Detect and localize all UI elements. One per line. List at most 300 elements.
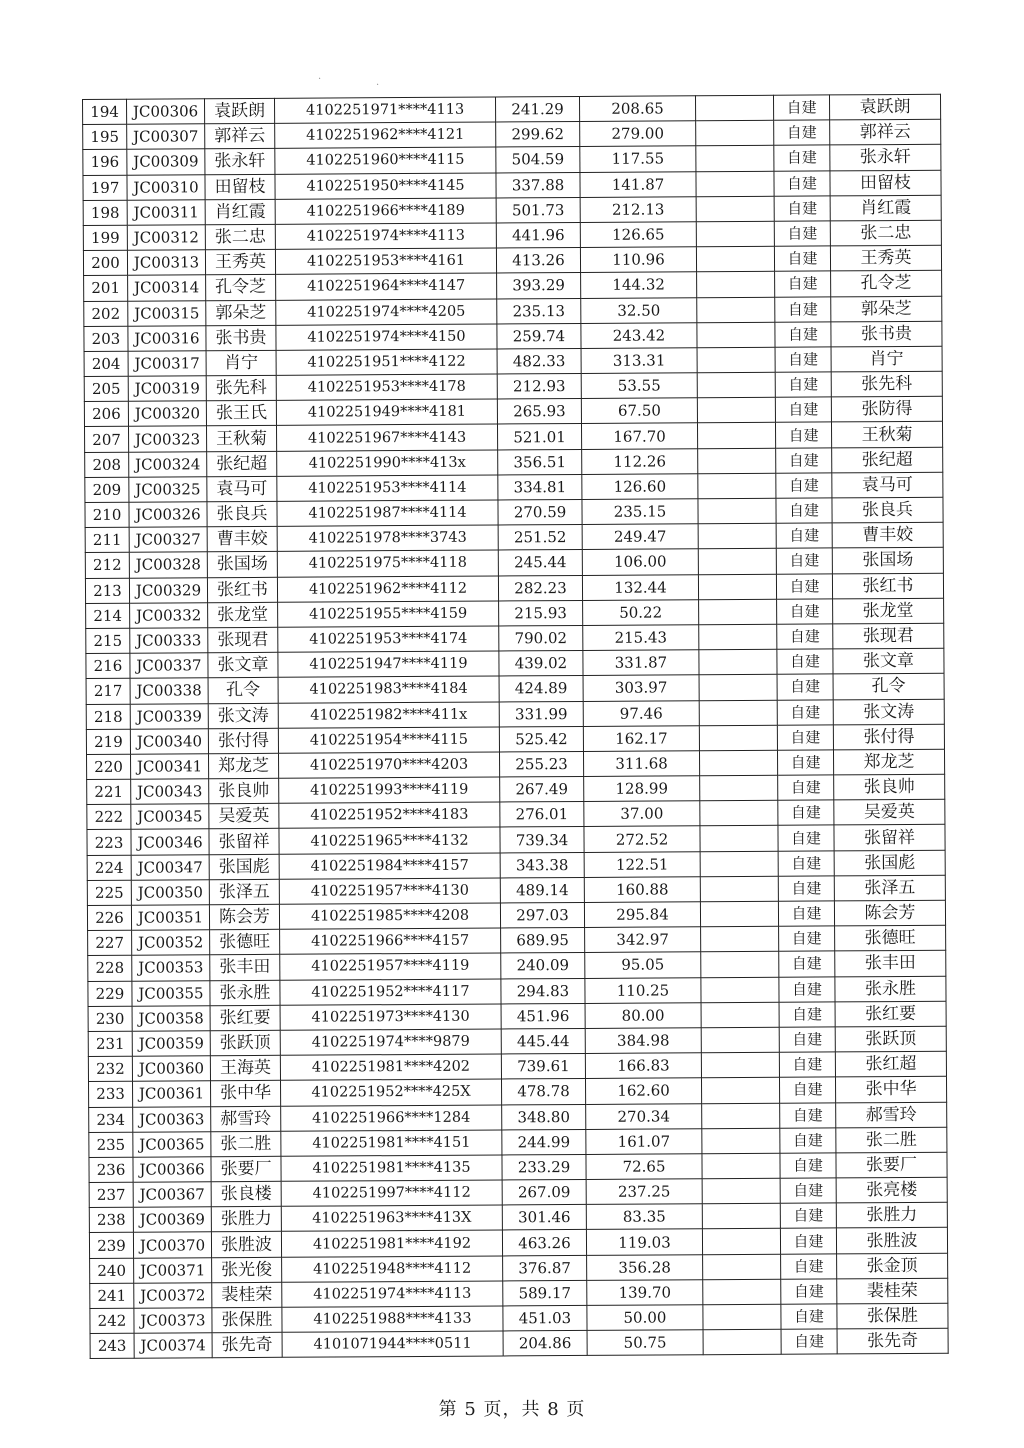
area-built-cell: 215.43: [583, 625, 699, 651]
owner-name-cell: 袁跃朗: [829, 94, 940, 120]
record-code-cell: JC00325: [129, 477, 207, 503]
record-code-cell: JC00314: [128, 275, 206, 301]
id-number-cell: 4102251974****4150: [276, 324, 497, 351]
owner-name-cell: 张良帅: [834, 774, 945, 800]
blank-cell: [697, 347, 775, 373]
blank-cell: [700, 775, 778, 801]
area-built-cell: 106.00: [582, 549, 698, 575]
owner-name-cell: 裴桂荣: [837, 1278, 948, 1304]
row-number-cell: 232: [88, 1056, 132, 1081]
build-type-cell: 自建: [775, 397, 831, 423]
blank-cell: [697, 372, 775, 398]
record-code-cell: JC00346: [131, 829, 209, 855]
blank-cell: [700, 826, 778, 852]
blank-cell: [696, 120, 774, 146]
row-number-cell: 233: [89, 1082, 133, 1107]
area-built-cell: 167.70: [581, 423, 697, 449]
holder-name-cell: 孔令芝: [206, 275, 276, 301]
holder-name-cell: 张良兵: [207, 501, 277, 527]
build-type-cell: 自建: [774, 196, 830, 222]
record-code-cell: JC00333: [130, 628, 208, 654]
blank-cell: [698, 549, 776, 575]
blank-cell: [700, 851, 778, 877]
area-built-cell: 50.22: [583, 599, 699, 625]
id-number-cell: 4102251974****4113: [282, 1281, 503, 1308]
build-type-cell: 自建: [779, 1077, 835, 1103]
id-number-cell: 4102251984****4157: [279, 853, 500, 880]
blank-cell: [701, 977, 779, 1003]
id-number-cell: 4102251971****4113: [274, 97, 495, 124]
row-number-cell: 215: [86, 628, 130, 653]
area-built-cell: 95.05: [585, 952, 701, 978]
record-code-cell: JC00374: [134, 1333, 212, 1359]
id-number-cell: 4102251955****4159: [278, 601, 499, 628]
record-code-cell: JC00329: [129, 577, 207, 603]
row-number-cell: 197: [83, 175, 127, 200]
row-number-cell: 206: [84, 401, 128, 426]
record-code-cell: JC00326: [129, 502, 207, 528]
area-total-cell: 245.44: [498, 550, 582, 576]
owner-name-cell: 郭朵芝: [831, 296, 942, 322]
row-number-cell: 196: [83, 150, 127, 175]
id-number-cell: 4102251957****4130: [279, 878, 500, 905]
holder-name-cell: 张二忠: [205, 224, 275, 250]
area-total-cell: 255.23: [499, 751, 583, 777]
area-built-cell: 119.03: [586, 1229, 702, 1255]
id-number-cell: 4102251962****4121: [275, 122, 496, 149]
id-number-cell: 4102251978****3743: [277, 525, 498, 552]
holder-name-cell: 陈会芳: [209, 904, 279, 930]
build-type-cell: 自建: [781, 1304, 837, 1330]
area-total-cell: 504.59: [496, 147, 580, 173]
owner-name-cell: 张二胜: [836, 1127, 947, 1153]
blank-cell: [699, 675, 777, 701]
record-code-cell: JC00319: [128, 376, 206, 402]
area-total-cell: 356.51: [498, 449, 582, 475]
owner-name-cell: 张文章: [833, 648, 944, 674]
record-code-cell: JC00328: [129, 552, 207, 578]
area-total-cell: 424.89: [499, 676, 583, 702]
record-code-cell: JC00317: [128, 351, 206, 377]
blank-cell: [702, 1229, 780, 1255]
holder-name-cell: 张王氏: [206, 401, 276, 427]
blank-cell: [702, 1103, 780, 1129]
record-code-cell: JC00360: [132, 1056, 210, 1082]
id-number-cell: 4102251983****4184: [278, 676, 499, 703]
owner-name-cell: 张防得: [831, 397, 942, 423]
id-number-cell: 4102251962****4112: [277, 576, 498, 603]
area-built-cell: 313.31: [581, 348, 697, 374]
holder-name-cell: 张永轩: [205, 149, 275, 175]
area-total-cell: 233.29: [502, 1154, 586, 1180]
id-number-cell: 4102251987****4114: [277, 500, 498, 527]
build-type-cell: 自建: [781, 1254, 837, 1280]
id-number-cell: 4102251975****4118: [277, 550, 498, 577]
record-code-cell: JC00320: [128, 401, 206, 427]
area-built-cell: 110.96: [580, 247, 696, 273]
id-number-cell: 4102251953****4114: [277, 475, 498, 502]
row-number-cell: 222: [87, 804, 131, 829]
owner-name-cell: 王秀英: [830, 245, 941, 271]
record-code-cell: JC00343: [131, 779, 209, 805]
area-total-cell: 215.93: [499, 600, 583, 626]
holder-name-cell: 曹丰姣: [207, 527, 277, 553]
build-type-cell: 自建: [778, 800, 834, 826]
id-number-cell: 4102251997****4112: [281, 1180, 502, 1207]
area-total-cell: 244.99: [502, 1129, 586, 1155]
build-type-cell: 自建: [781, 1279, 837, 1305]
blank-cell: [701, 1002, 779, 1028]
holder-name-cell: 张二胜: [211, 1131, 281, 1157]
blank-cell: [695, 95, 773, 121]
id-number-cell: 4102251988****4133: [282, 1306, 503, 1333]
area-built-cell: 162.60: [585, 1078, 701, 1104]
record-code-cell: JC00358: [132, 1005, 210, 1031]
id-number-cell: 4102251950****4145: [275, 173, 496, 200]
holder-name-cell: 肖红霞: [205, 199, 275, 225]
id-number-cell: 4102251953****4178: [276, 374, 497, 401]
holder-name-cell: 张文章: [208, 652, 278, 678]
area-built-cell: 237.25: [586, 1179, 702, 1205]
owner-name-cell: 孔令芝: [831, 271, 942, 297]
blank-cell: [699, 624, 777, 650]
owner-name-cell: 张永轩: [830, 145, 941, 171]
area-total-cell: 376.87: [503, 1255, 587, 1281]
build-type-cell: 自建: [779, 926, 835, 952]
record-code-cell: JC00367: [133, 1182, 211, 1208]
blank-cell: [701, 1027, 779, 1053]
build-type-cell: 自建: [780, 1128, 836, 1154]
blank-cell: [697, 398, 775, 424]
build-type-cell: 自建: [778, 901, 834, 927]
holder-name-cell: 郭祥云: [205, 124, 275, 150]
holder-name-cell: 张现君: [208, 627, 278, 653]
id-number-cell: 4102251963****413X: [281, 1205, 502, 1232]
area-total-cell: 478.78: [501, 1079, 585, 1105]
build-type-cell: 自建: [777, 725, 833, 751]
scan-speck-a: ·: [318, 74, 322, 85]
owner-name-cell: 张书贵: [831, 321, 942, 347]
area-total-cell: 251.52: [498, 525, 582, 551]
row-number-cell: 209: [85, 477, 129, 502]
build-type-cell: 自建: [773, 95, 829, 121]
area-built-cell: 141.87: [580, 171, 696, 197]
area-built-cell: 50.00: [587, 1305, 703, 1331]
id-number-cell: 4102251993****4119: [279, 777, 500, 804]
area-built-cell: 235.15: [582, 499, 698, 525]
build-type-cell: 自建: [774, 221, 830, 247]
holder-name-cell: 张国彪: [209, 854, 279, 880]
area-built-cell: 161.07: [586, 1128, 702, 1154]
area-built-cell: 50.75: [587, 1330, 703, 1356]
holder-name-cell: 张龙堂: [208, 602, 278, 628]
record-code-cell: JC00332: [130, 602, 208, 628]
id-number-cell: 4102251974****4113: [275, 223, 496, 250]
holder-name-cell: 张要厂: [211, 1156, 281, 1182]
area-total-cell: 489.14: [500, 877, 584, 903]
blank-cell: [698, 523, 776, 549]
area-built-cell: 303.97: [583, 675, 699, 701]
area-total-cell: 334.81: [498, 474, 582, 500]
area-built-cell: 208.65: [579, 96, 695, 122]
record-code-cell: JC00353: [132, 955, 210, 981]
scan-speck-b: ·: [376, 80, 380, 91]
owner-name-cell: 郝雪玲: [836, 1102, 947, 1128]
area-built-cell: 243.42: [581, 322, 697, 348]
area-built-cell: 117.55: [580, 146, 696, 172]
holder-name-cell: 张良楼: [211, 1181, 281, 1207]
area-total-cell: 301.46: [502, 1205, 586, 1231]
holder-name-cell: 袁马可: [207, 476, 277, 502]
area-total-cell: 521.01: [497, 424, 581, 450]
row-number-cell: 238: [89, 1207, 133, 1232]
build-type-cell: 自建: [779, 951, 835, 977]
record-code-cell: JC00315: [128, 300, 206, 326]
holder-name-cell: 张永胜: [210, 980, 280, 1006]
owner-name-cell: 张跃顶: [835, 1026, 946, 1052]
record-code-cell: JC00365: [133, 1131, 211, 1157]
holder-name-cell: 孔令: [208, 678, 278, 704]
area-total-cell: 348.80: [502, 1104, 586, 1130]
area-total-cell: 331.99: [499, 701, 583, 727]
id-number-cell: 4102251951****4122: [276, 349, 497, 376]
row-number-cell: 224: [87, 855, 131, 880]
id-number-cell: 4102251974****4205: [276, 298, 497, 325]
area-total-cell: 445.44: [501, 1028, 585, 1054]
holder-name-cell: 王海英: [210, 1055, 280, 1081]
id-number-cell: 4102251952****425X: [281, 1079, 502, 1106]
owner-name-cell: 张先科: [831, 371, 942, 397]
holder-name-cell: 肖宁: [206, 350, 276, 376]
area-total-cell: 259.74: [497, 323, 581, 349]
area-total-cell: 294.83: [501, 978, 585, 1004]
row-number-cell: 234: [89, 1107, 133, 1132]
holder-name-cell: 张国场: [207, 552, 277, 578]
area-built-cell: 311.68: [583, 751, 699, 777]
blank-cell: [696, 221, 774, 247]
holder-name-cell: 张书贵: [206, 325, 276, 351]
id-number-cell: 4102251990****413x: [277, 450, 498, 477]
id-number-cell: 4102251952****4117: [280, 979, 501, 1006]
row-number-cell: 236: [89, 1157, 133, 1182]
blank-cell: [698, 498, 776, 524]
row-number-cell: 198: [83, 200, 127, 225]
build-type-cell: 自建: [780, 1102, 836, 1128]
build-type-cell: 自建: [776, 498, 832, 524]
record-code-cell: JC00347: [131, 854, 209, 880]
row-number-cell: 211: [85, 527, 129, 552]
build-type-cell: 自建: [778, 825, 834, 851]
owner-name-cell: 张胜波: [836, 1228, 947, 1254]
build-type-cell: 自建: [776, 548, 832, 574]
row-number-cell: 223: [87, 830, 131, 855]
table-row: [90, 1328, 948, 1358]
area-total-cell: 270.59: [498, 499, 582, 525]
owner-name-cell: 郑龙芝: [833, 749, 944, 775]
area-built-cell: 384.98: [585, 1028, 701, 1054]
record-code-cell: JC00311: [127, 199, 205, 225]
area-total-cell: 240.09: [501, 953, 585, 979]
blank-cell: [698, 448, 776, 474]
blank-cell: [700, 801, 778, 827]
area-total-cell: 299.62: [496, 122, 580, 148]
build-type-cell: 自建: [777, 624, 833, 650]
blank-cell: [703, 1279, 781, 1305]
holder-name-cell: 张德旺: [210, 929, 280, 955]
holder-name-cell: 裴桂荣: [212, 1282, 282, 1308]
area-built-cell: 53.55: [581, 373, 697, 399]
build-type-cell: 自建: [775, 422, 831, 448]
id-number-cell: 4102251947****4119: [278, 651, 499, 678]
build-type-cell: 自建: [776, 448, 832, 474]
holder-name-cell: 张付得: [208, 728, 278, 754]
id-number-cell: 4102251981****4151: [281, 1130, 502, 1157]
build-type-cell: 自建: [778, 876, 834, 902]
area-total-cell: 525.42: [499, 726, 583, 752]
holder-name-cell: 张丰田: [210, 955, 280, 981]
blank-cell: [703, 1254, 781, 1280]
area-built-cell: 162.17: [583, 725, 699, 751]
area-built-cell: 144.32: [581, 272, 697, 298]
area-total-cell: 393.29: [497, 273, 581, 299]
row-number-cell: 227: [88, 930, 132, 955]
owner-name-cell: 张丰田: [835, 951, 946, 977]
build-type-cell: 自建: [777, 699, 833, 725]
build-type-cell: 自建: [780, 1153, 836, 1179]
records-table-body: [83, 94, 949, 1359]
owner-name-cell: 张良兵: [832, 497, 943, 523]
holder-name-cell: 郭朵芝: [206, 300, 276, 326]
build-type-cell: 自建: [779, 1052, 835, 1078]
holder-name-cell: 张留祥: [209, 829, 279, 855]
record-code-cell: JC00312: [127, 225, 205, 251]
area-total-cell: 235.13: [497, 298, 581, 324]
area-built-cell: 356.28: [587, 1254, 703, 1280]
blank-cell: [700, 876, 778, 902]
owner-name-cell: 张现君: [833, 623, 944, 649]
row-number-cell: 212: [85, 553, 129, 578]
row-number-cell: 213: [85, 578, 129, 603]
owner-name-cell: 张金顶: [837, 1253, 948, 1279]
blank-cell: [696, 196, 774, 222]
id-number-cell: 4102251957****4119: [280, 953, 501, 980]
build-type-cell: 自建: [774, 145, 830, 171]
owner-name-cell: 张胜力: [836, 1202, 947, 1228]
id-number-cell: 4102251954****4115: [278, 727, 499, 754]
area-built-cell: 112.26: [582, 448, 698, 474]
area-total-cell: 689.95: [501, 928, 585, 954]
build-type-cell: 自建: [777, 649, 833, 675]
build-type-cell: 自建: [779, 1002, 835, 1028]
build-type-cell: 自建: [776, 523, 832, 549]
area-built-cell: 279.00: [580, 121, 696, 147]
blank-cell: [696, 171, 774, 197]
area-total-cell: 790.02: [499, 625, 583, 651]
owner-name-cell: 张纪超: [832, 447, 943, 473]
area-built-cell: 128.99: [584, 776, 700, 802]
area-total-cell: 463.26: [502, 1230, 586, 1256]
blank-cell: [697, 423, 775, 449]
holder-name-cell: 张保胜: [212, 1307, 282, 1333]
blank-cell: [702, 1178, 780, 1204]
owner-name-cell: 张永胜: [835, 976, 946, 1002]
area-total-cell: 451.03: [503, 1305, 587, 1331]
id-number-cell: 4102251981****4192: [281, 1230, 502, 1257]
id-number-cell: 4102251965****4132: [279, 827, 500, 854]
area-built-cell: 249.47: [582, 524, 698, 550]
holder-name-cell: 张中华: [211, 1081, 281, 1107]
holder-name-cell: 王秋菊: [207, 426, 277, 452]
id-number-cell: 4102251966****1284: [281, 1104, 502, 1131]
blank-cell: [703, 1304, 781, 1330]
holder-name-cell: 张纪超: [207, 451, 277, 477]
build-type-cell: 自建: [778, 775, 834, 801]
area-built-cell: 272.52: [584, 826, 700, 852]
build-type-cell: 自建: [776, 473, 832, 499]
holder-name-cell: 张先奇: [212, 1332, 282, 1358]
id-number-cell: 4102251973****4130: [280, 1004, 501, 1031]
area-built-cell: 331.87: [583, 650, 699, 676]
row-number-cell: 201: [84, 276, 128, 301]
owner-name-cell: 张先奇: [837, 1328, 948, 1354]
record-code-cell: JC00366: [133, 1157, 211, 1183]
record-code-cell: JC00340: [130, 728, 208, 754]
row-number-cell: 207: [85, 427, 129, 452]
row-number-cell: 235: [89, 1132, 133, 1157]
row-number-cell: 243: [90, 1333, 134, 1358]
area-built-cell: 67.50: [581, 398, 697, 424]
blank-cell: [702, 1204, 780, 1230]
row-number-cell: 219: [86, 729, 130, 754]
area-total-cell: 204.86: [503, 1331, 587, 1357]
area-built-cell: 32.50: [581, 297, 697, 323]
id-number-cell: 4102251985****4208: [279, 903, 500, 930]
area-total-cell: 337.88: [496, 172, 580, 198]
row-number-cell: 228: [88, 956, 132, 981]
id-number-cell: 4102251952****4183: [279, 802, 500, 829]
row-number-cell: 230: [88, 1006, 132, 1031]
blank-cell: [703, 1329, 781, 1355]
id-number-cell: 4102251974****9879: [280, 1029, 501, 1056]
area-built-cell: 295.84: [584, 902, 700, 928]
row-number-cell: 220: [87, 754, 131, 779]
build-type-cell: 自建: [778, 851, 834, 877]
holder-name-cell: 张文涛: [208, 703, 278, 729]
row-number-cell: 241: [90, 1283, 134, 1308]
area-built-cell: 126.65: [580, 222, 696, 248]
build-type-cell: 自建: [777, 599, 833, 625]
record-code-cell: JC00337: [130, 653, 208, 679]
row-number-cell: 237: [89, 1182, 133, 1207]
blank-cell: [699, 599, 777, 625]
page-number: 第 5 页，共 8 页: [438, 1399, 586, 1420]
id-number-cell: 4102251960****4115: [275, 147, 496, 174]
owner-name-cell: 曹丰姣: [832, 522, 943, 548]
holder-name-cell: 张红书: [207, 577, 277, 603]
holder-name-cell: 袁跃朗: [205, 98, 275, 124]
build-type-cell: 自建: [779, 976, 835, 1002]
build-type-cell: 自建: [775, 372, 831, 398]
owner-name-cell: 袁马可: [832, 472, 943, 498]
row-number-cell: 195: [83, 124, 127, 149]
owner-name-cell: 张红超: [835, 1051, 946, 1077]
row-number-cell: 194: [83, 99, 127, 124]
id-number-cell: 4102251953****4161: [275, 248, 496, 275]
area-total-cell: 343.38: [500, 852, 584, 878]
holder-name-cell: 张先科: [206, 375, 276, 401]
area-total-cell: 413.26: [496, 248, 580, 274]
holder-name-cell: 郝雪玲: [211, 1106, 281, 1132]
